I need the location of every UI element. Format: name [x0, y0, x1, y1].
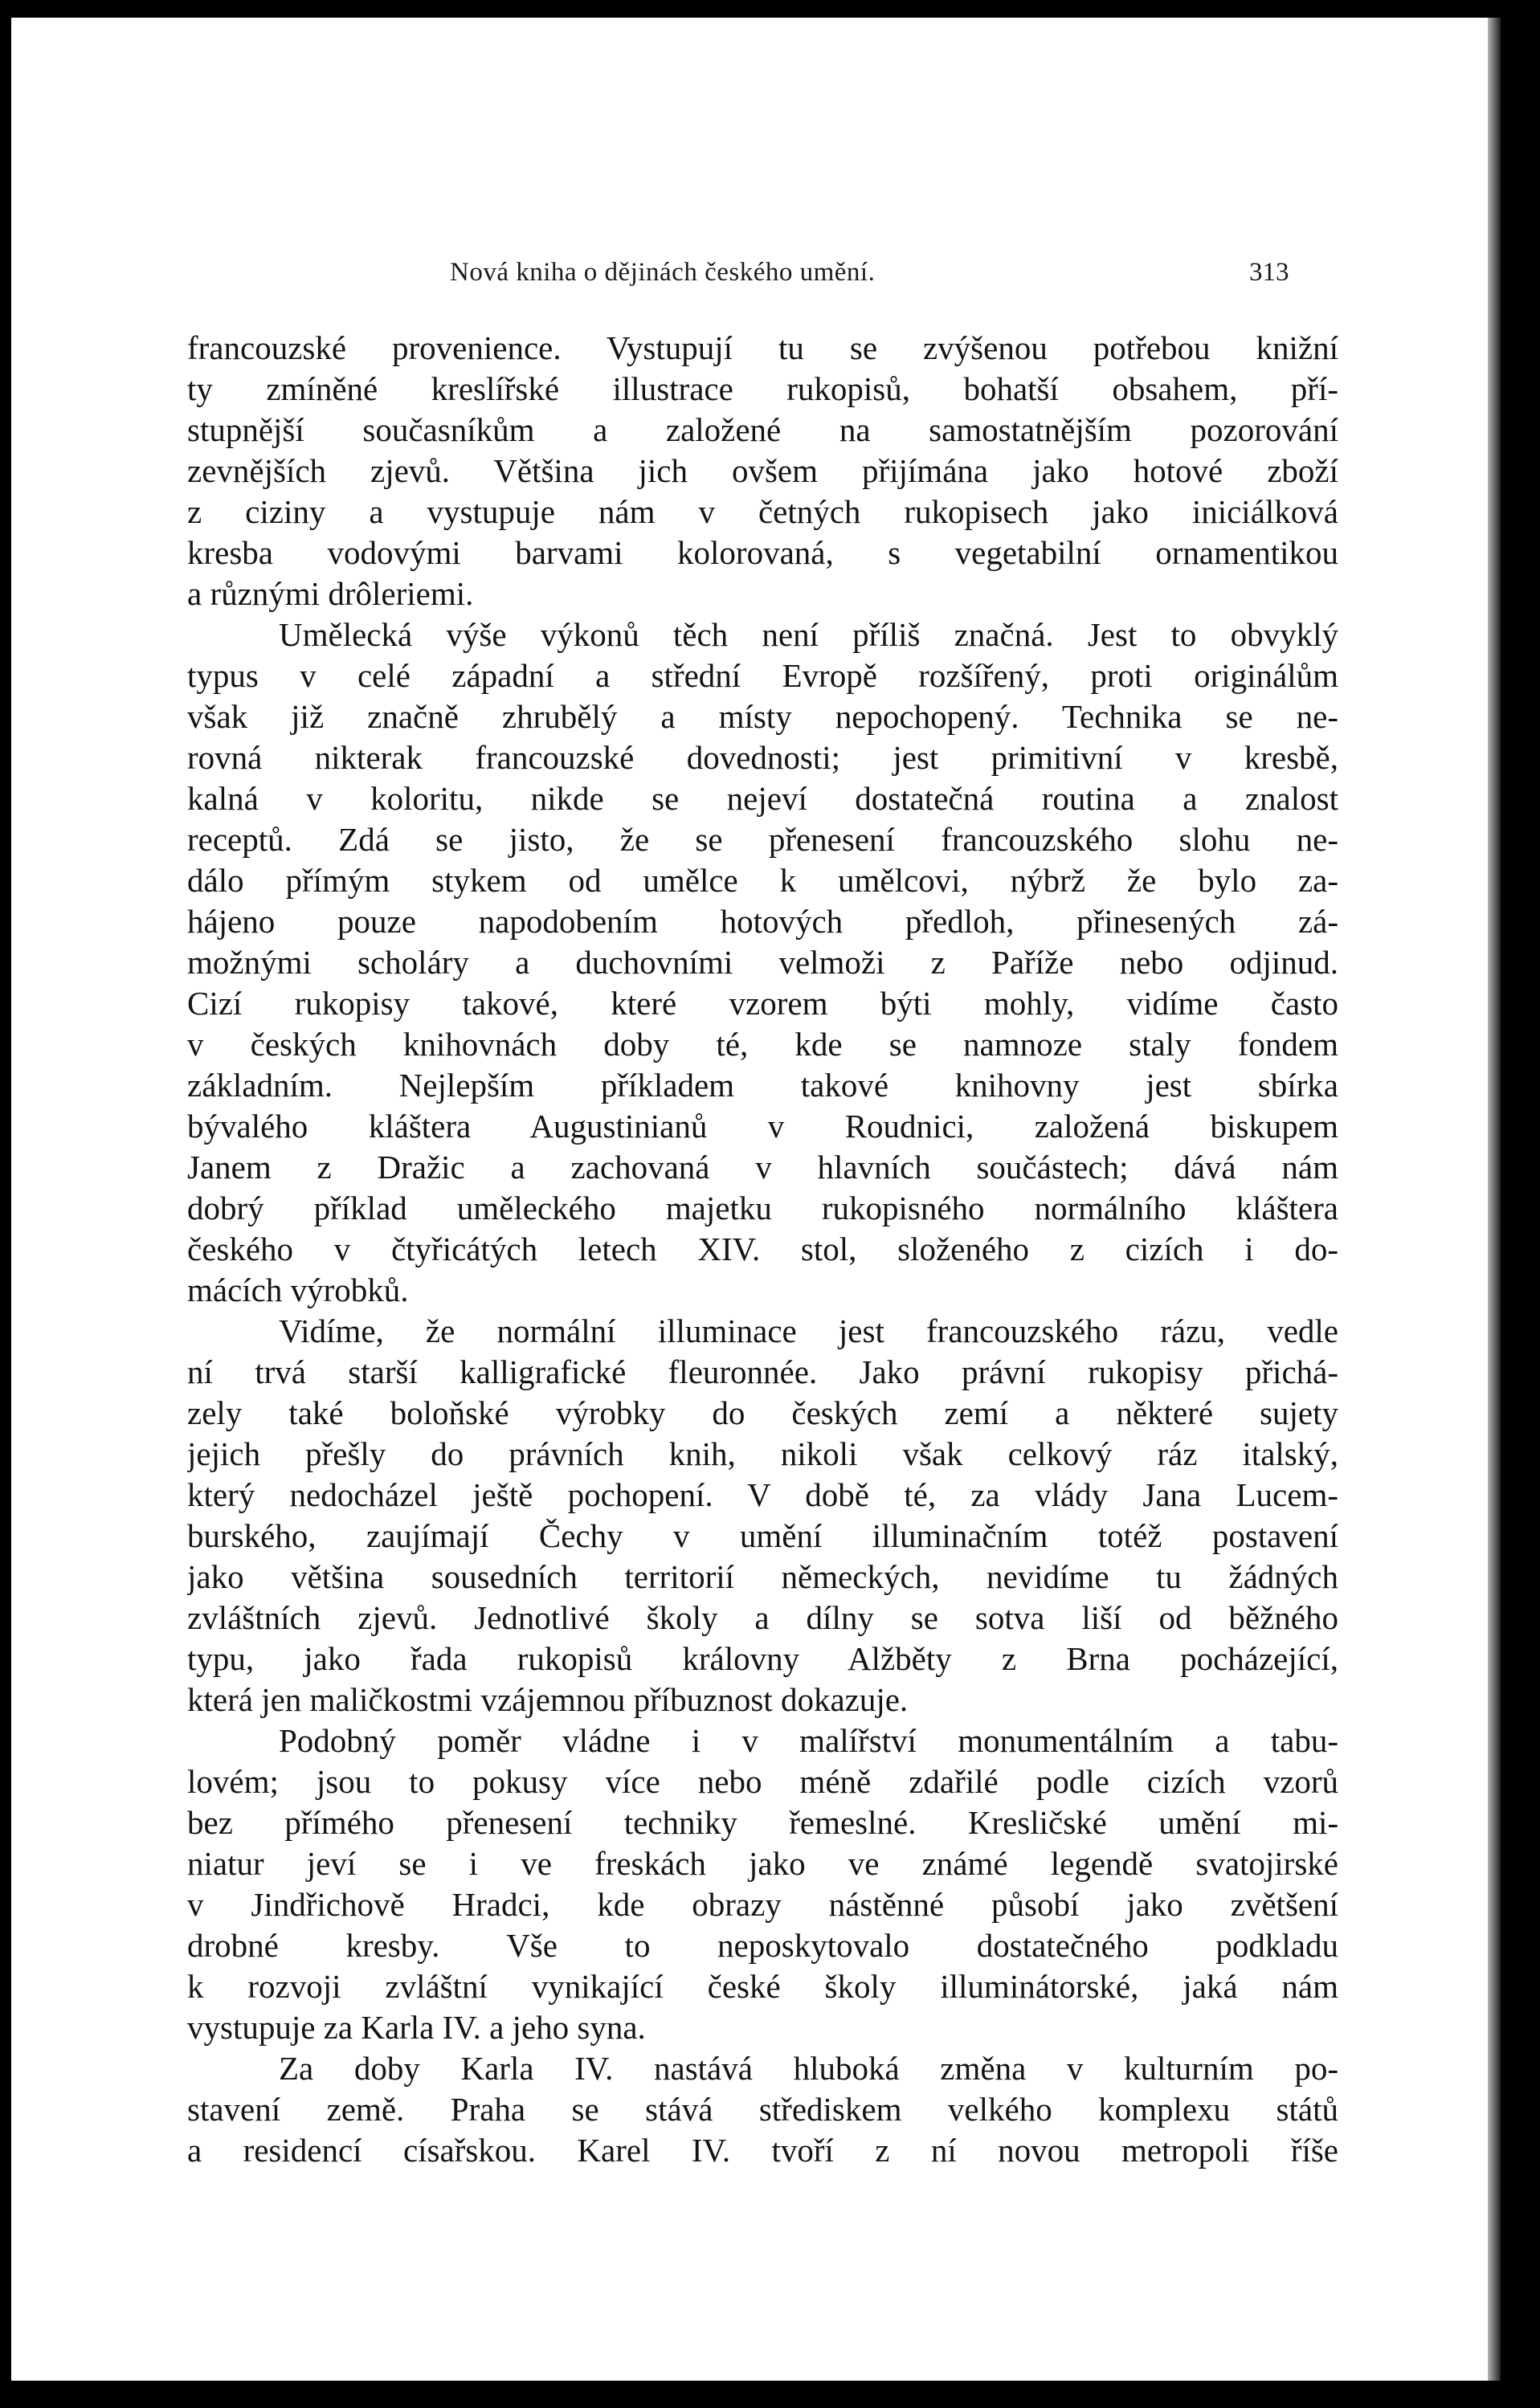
- text-line: a residencí císařskou. Karel IV. tvoří z ní novou metropoli říše: [187, 2132, 1338, 2169]
- text-line: ty zmíněné kreslířské illustrace rukopisů, bohatší obsahem, pří-: [187, 370, 1338, 407]
- paragraph-first-line: Umělecká výše výkonů těch není příliš značná. Jest to obvyklý: [279, 616, 1338, 653]
- text-line: stavení země. Praha se stává střediskem velkého komplexu států: [187, 2091, 1338, 2128]
- text-line: jako většina sousedních territorií německých, nevidíme tu žádných: [187, 1558, 1338, 1595]
- text-line: receptů. Zdá se jisto, že se přenesení francouzského slohu ne-: [187, 821, 1338, 858]
- text-line: která jen maličkostmi vzájemnou příbuznost dokazuje.: [187, 1681, 909, 1718]
- page-header: [11, 252, 1488, 292]
- paragraph-first-line: Vidíme, že normální illuminace jest francouzského rázu, vedle: [279, 1312, 1338, 1349]
- paragraph-first-line: Podobný poměr vládne i v malířství monumentálním a tabu-: [279, 1722, 1338, 1759]
- text-line: kalná v koloritu, nikde se nejeví dostatečná routina a znalost: [187, 780, 1338, 817]
- text-line: kresba vodovými barvami kolorovaná, s vegetabilní ornamentikou: [187, 534, 1338, 571]
- page-number: 313: [1249, 258, 1289, 287]
- text-line: bývalého kláštera Augustinianů v Roudnici, založená biskupem: [187, 1108, 1338, 1145]
- text-line: vystupuje za Karla IV. a jeho syna.: [187, 2009, 646, 2046]
- page-edge-shadow: [1488, 18, 1501, 2381]
- text-line: českého v čtyřicátých letech XIV. stol, složeného z cizích i do-: [187, 1231, 1338, 1267]
- text-line: k rozvoji zvláštní vynikající české školy illuminátorské, jaká nám: [187, 1968, 1338, 2005]
- text-line: z ciziny a vystupuje nám v četných rukopisech jako iniciálková: [187, 493, 1338, 530]
- text-line: a různými drôleriemi.: [187, 575, 474, 612]
- text-line: burského, zaujímají Čechy v umění illuminačním totéž postavení: [187, 1517, 1338, 1554]
- text-line: typus v celé západní a střední Evropě rozšířený, proti originálům: [187, 657, 1338, 694]
- text-line: typu, jako řada rukopisů královny Alžběty z Brna pocházející,: [187, 1640, 1338, 1677]
- running-title: Nová kniha o dějinách českého umění.: [450, 258, 876, 287]
- text-line: zevnějších zjevů. Většina jich ovšem přijímána jako hotové zboží: [187, 452, 1338, 489]
- text-line: jejich přešly do právních knih, nikoli však celkový ráz italský,: [187, 1435, 1338, 1472]
- text-line: zvláštních zjevů. Jednotlivé školy a dílny se sotva liší od běžného: [187, 1599, 1338, 1636]
- text-line: francouzské provenience. Vystupují tu se zvýšenou potřebou knižní: [187, 329, 1338, 366]
- text-line: ní trvá starší kalligrafické fleuronnée. Jako právní rukopisy přichá-: [187, 1353, 1338, 1390]
- text-line: v Jindřichově Hradci, kde obrazy nástěnné působí jako zvětšení: [187, 1886, 1338, 1923]
- text-line: základním. Nejlepším příkladem takové knihovny jest sbírka: [187, 1067, 1338, 1104]
- text-line: možnými scholáry a duchovními velmoži z Paříže nebo odjinud.: [187, 944, 1338, 981]
- text-line: však již značně zhrubělý a místy nepochopený. Technika se ne-: [187, 698, 1338, 735]
- text-line: zely také boloňské výrobky do českých zemí a některé sujety: [187, 1394, 1338, 1431]
- book-page: [11, 18, 1488, 2381]
- text-line: který nedocházel ještě pochopení. V době té, za vlády Jana Lucem-: [187, 1476, 1338, 1513]
- text-line: Cizí rukopisy takové, které vzorem býti mohly, vidíme často: [187, 985, 1338, 1022]
- text-line: Janem z Dražic a zachovaná v hlavních součástech; dává nám: [187, 1149, 1338, 1186]
- paragraph-first-line: Za doby Karla IV. nastává hluboká změna v kulturním po-: [279, 2050, 1338, 2087]
- body-text: [187, 328, 1338, 2171]
- text-line: dálo přímým stykem od umělce k umělcovi, nýbrž že bylo za-: [187, 862, 1338, 899]
- text-line: hájeno pouze napodobením hotových předloh, přinesených zá-: [187, 903, 1338, 940]
- text-line: v českých knihovnách doby té, kde se namnoze staly fondem: [187, 1026, 1338, 1063]
- text-line: dobrý příklad uměleckého majetku rukopisného normálního kláštera: [187, 1190, 1338, 1226]
- text-line: bez přímého přenesení techniky řemeslné. Kresličské umění mi-: [187, 1804, 1338, 1841]
- text-line: niatur jeví se i ve freskách jako ve známé legendě svatojirské: [187, 1845, 1338, 1882]
- text-line: rovná nikterak francouzské dovednosti; jest primitivní v kresbě,: [187, 739, 1338, 776]
- text-line: stupnější současníkům a založené na samostatnějším pozorování: [187, 411, 1338, 448]
- text-line: lovém; jsou to pokusy více nebo méně zdařilé podle cizích vzorů: [187, 1763, 1338, 1800]
- text-line: drobné kresby. Vše to neposkytovalo dostatečného podkladu: [187, 1927, 1338, 1964]
- text-line: mácích výrobků.: [187, 1271, 409, 1308]
